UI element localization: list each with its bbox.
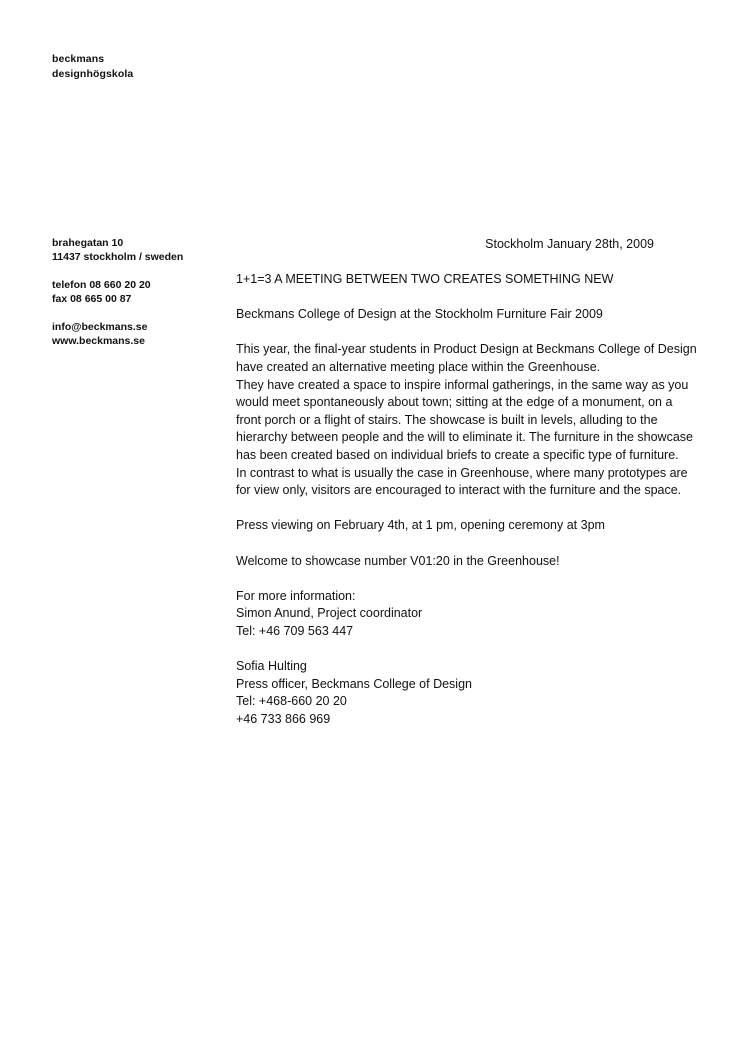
body-paragraph xyxy=(236,341,708,499)
address-block xyxy=(52,236,222,264)
email-link[interactable]: info@beckmans.se xyxy=(52,321,148,333)
letter-date: Stockholm January 28th, 2009 xyxy=(485,237,654,251)
body-line: for view only, visitors are encouraged to interact with the furniture and the space. xyxy=(236,483,682,498)
contact-intro: For more information: xyxy=(236,588,356,603)
logo xyxy=(52,52,133,82)
web-block xyxy=(52,320,222,348)
headline: 1+1=3 A MEETING BETWEEN TWO CREATES SOMETHING NEW xyxy=(236,272,614,286)
body-line: have created an alternative meeting place within the Greenhouse. xyxy=(236,359,601,374)
contact-phone: Tel: +46 709 563 447 xyxy=(236,623,354,638)
contact-press xyxy=(236,658,708,728)
logo-line-2: designhögskola xyxy=(52,68,134,80)
press-title: Press officer, Beckmans College of Design xyxy=(236,676,472,691)
body-line: This year, the final-year students in Product Design at Beckmans College of Design xyxy=(236,342,697,357)
contact-primary xyxy=(236,588,708,641)
press-viewing: Press viewing on February 4th, at 1 pm, opening ceremony at 3pm xyxy=(236,518,605,533)
press-name: Sofia Hulting xyxy=(236,659,307,674)
body-line: would meet spontaneously about town; sitting at the edge of a monument, on a xyxy=(236,395,673,410)
contact-name: Simon Anund, Project coordinator xyxy=(236,606,423,621)
phone-block xyxy=(52,278,222,306)
body-line: They have created a space to inspire informal gatherings, in the same way as you xyxy=(236,377,689,392)
website-link[interactable]: www.beckmans.se xyxy=(52,335,145,347)
letter-body xyxy=(236,271,708,746)
body-line: In contrast to what is usually the case in Greenhouse, where many prototypes are xyxy=(236,465,688,480)
street-address: brahegatan 10 xyxy=(52,237,124,249)
postal-address: 11437 stockholm / sweden xyxy=(52,251,184,263)
press-phone: Tel: +468-660 20 20 xyxy=(236,694,347,709)
body-line: has been created based on individual briefs to create a specific type of furniture. xyxy=(236,447,679,462)
press-mobile: +46 733 866 969 xyxy=(236,711,331,726)
fax: fax 08 665 00 87 xyxy=(52,293,132,305)
telephone: telefon 08 660 20 20 xyxy=(52,279,151,291)
body-line: hierarchy between people and the will to eliminate it. The furniture in the showcase xyxy=(236,430,693,445)
logo-line-1: beckmans xyxy=(52,53,105,65)
sender-info xyxy=(52,236,222,362)
subheadline: Beckmans College of Design at the Stockholm Furniture Fair 2009 xyxy=(236,307,603,322)
body-line: front porch or a flight of stairs. The showcase is built in levels, alluding to the xyxy=(236,412,658,427)
welcome-line: Welcome to showcase number V01:20 in the Greenhouse! xyxy=(236,553,560,568)
